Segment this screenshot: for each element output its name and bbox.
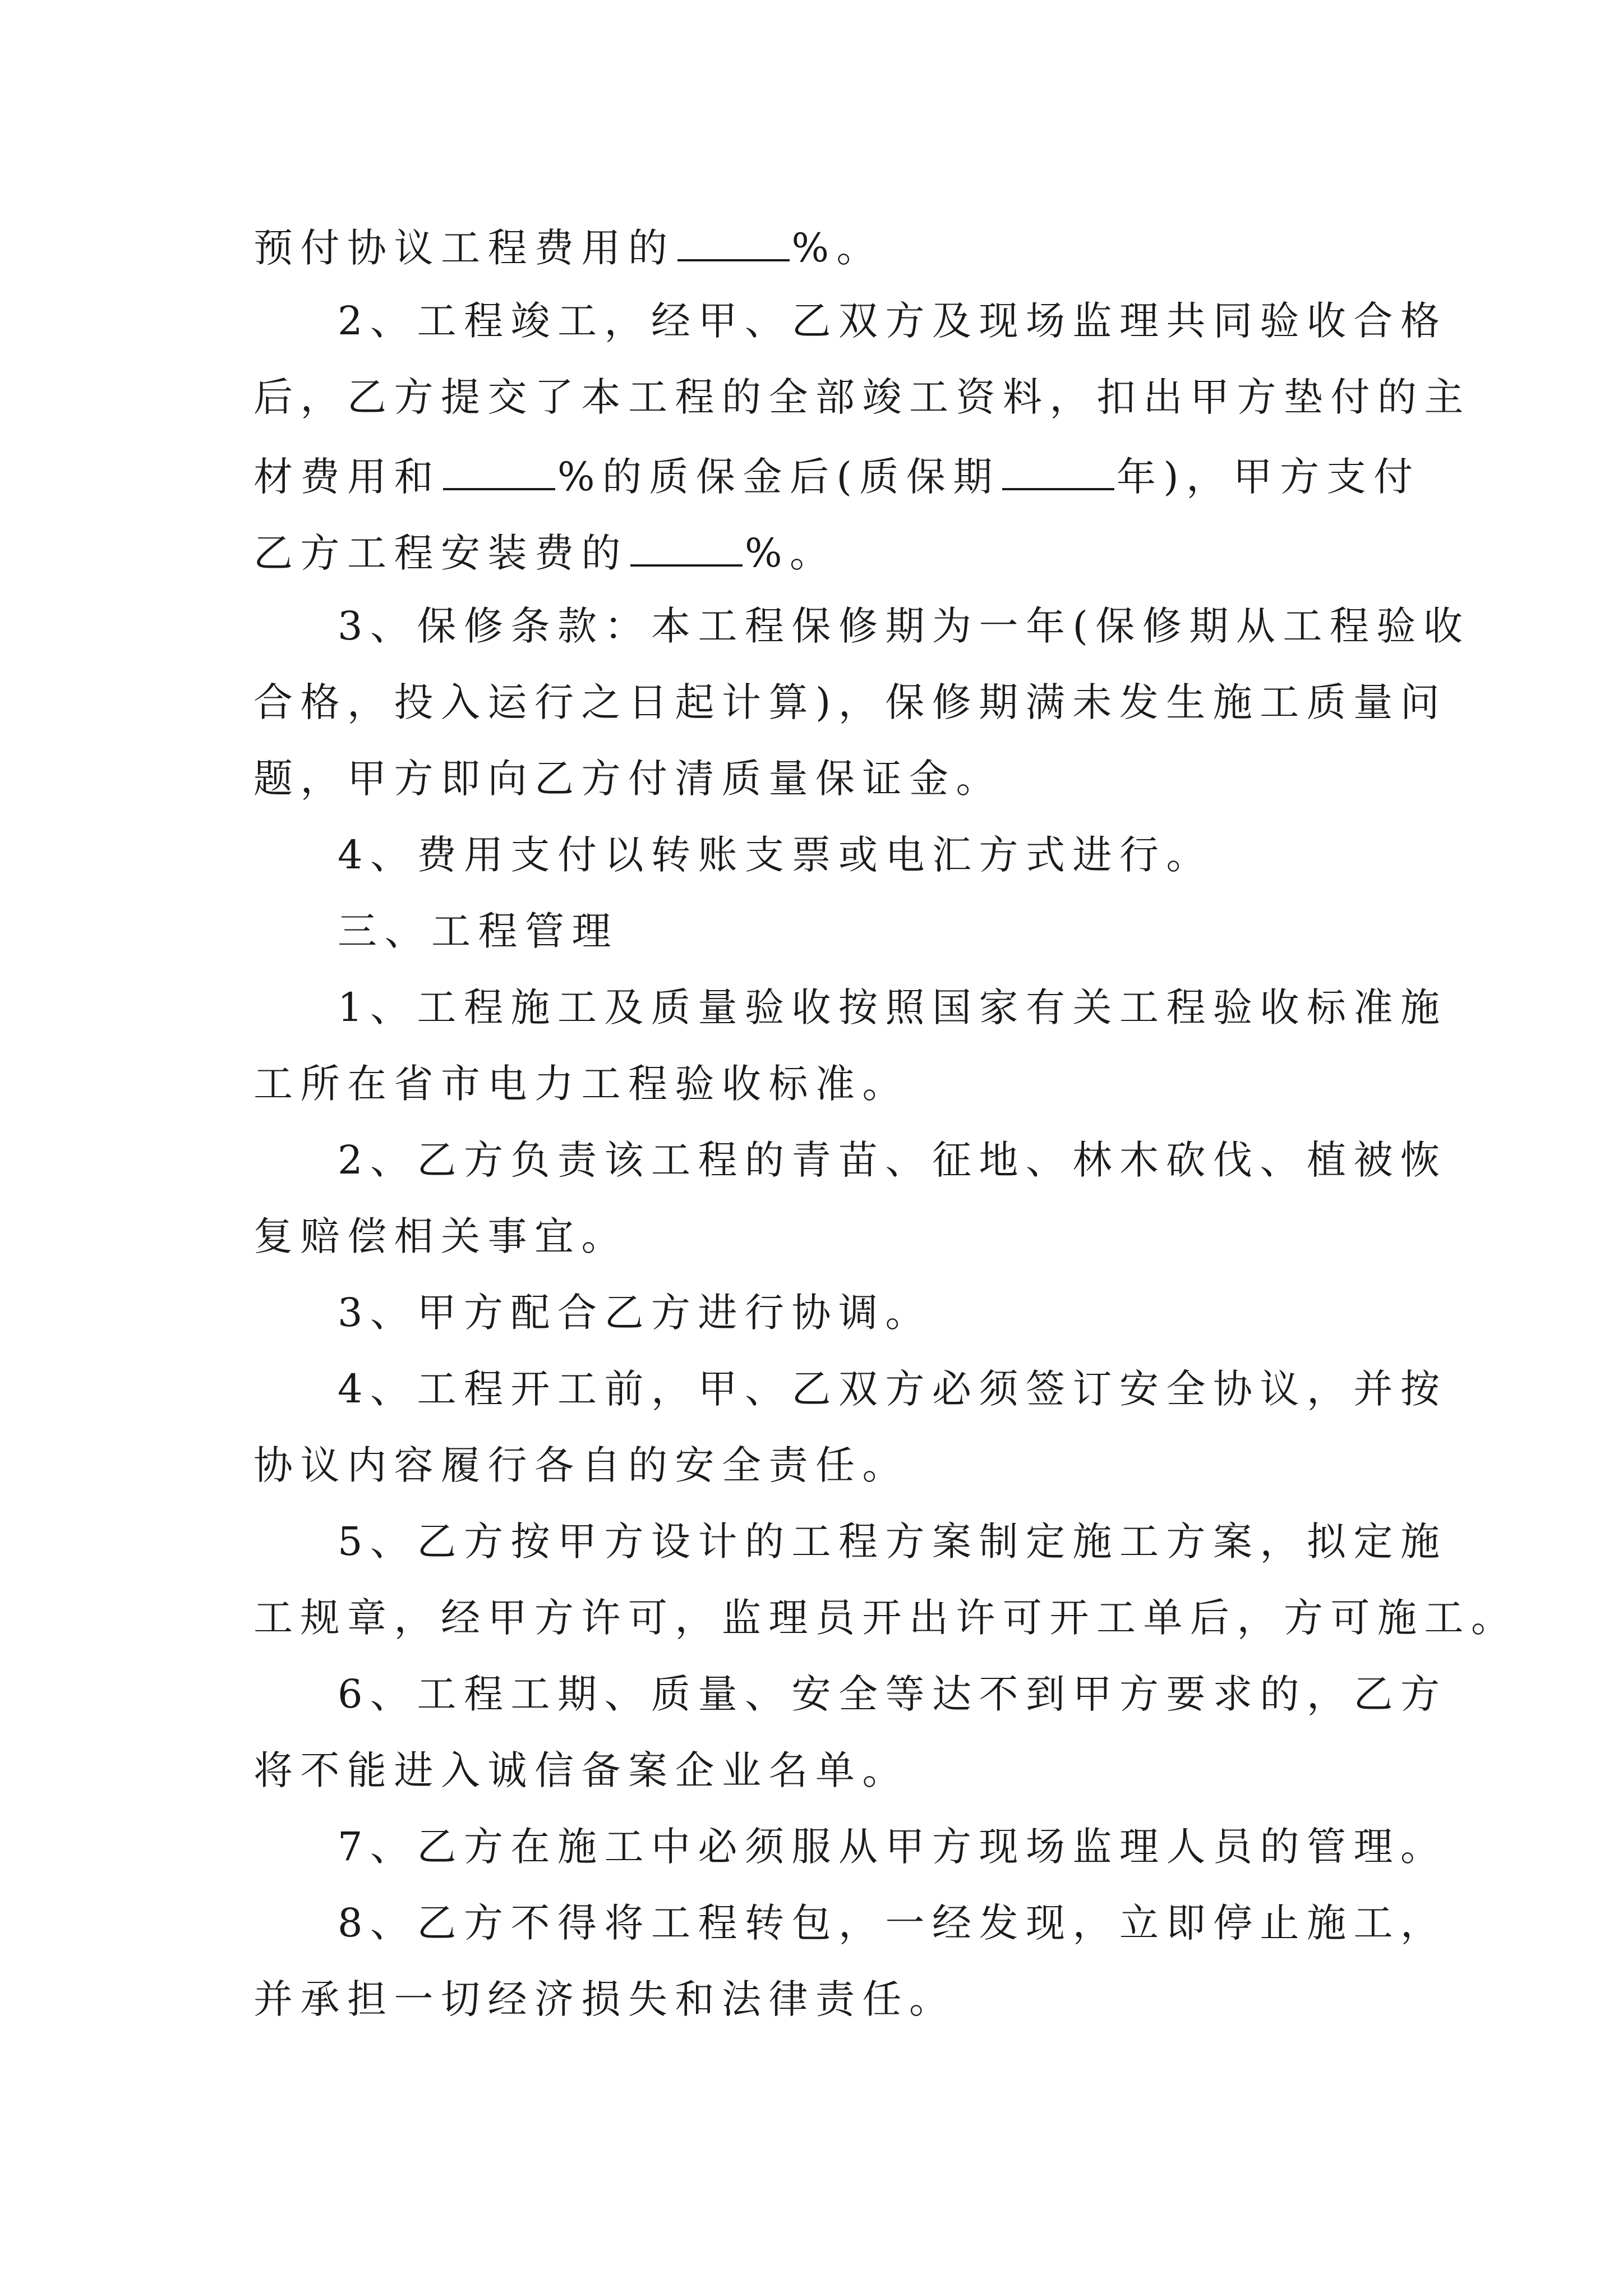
fill-in-blank (677, 211, 790, 261)
paragraph-line: 2、乙方负责该工程的青苗、征地、林木砍伐、植被恢 (338, 1137, 1447, 1183)
line-text: 材费用和 (253, 454, 441, 500)
paragraph-line: 并承担一切经济损失和法律责任。 (253, 1976, 956, 2022)
paragraph-line: 3、保修条款：本工程保修期为一年(保修期从工程验收 (338, 603, 1470, 649)
paragraph-line: 6、工程工期、质量、安全等达不到甲方要求的，乙方 (338, 1671, 1447, 1717)
line-text: 乙方工程安装费的 (253, 530, 628, 576)
section-heading: 三、工程管理 (338, 908, 619, 954)
fill-in-blank (630, 516, 743, 567)
paragraph-line: 5、乙方按甲方设计的工程方案制定施工方案，拟定施 (338, 1519, 1447, 1565)
line-text: %。 (791, 225, 884, 271)
fill-in-blank (443, 440, 555, 490)
fill-in-blank (1002, 440, 1114, 490)
paragraph-line: 题，甲方即向乙方付清质量保证金。 (253, 756, 1003, 802)
paragraph-line: 工规章，经甲方许可，监理员开出许可开工单后，方可施工。 (253, 1595, 1518, 1641)
line-text: %的质保金后(质保期 (557, 454, 1000, 500)
paragraph-line: 1、工程施工及质量验收按照国家有关工程验收标准施 (338, 984, 1447, 1030)
paragraph-line: 工所在省市电力工程验收标准。 (253, 1061, 909, 1107)
document-body (253, 211, 1518, 2042)
line-text: 预付协议工程费用的 (253, 225, 675, 271)
paragraph-line: 7、乙方在施工中必须服从甲方现场监理人员的管理。 (338, 1824, 1447, 1870)
paragraph-line (253, 211, 1386, 287)
line-text: 年)，甲方支付 (1116, 454, 1421, 500)
paragraph-line: 协议内容履行各自的安全责任。 (253, 1442, 909, 1488)
paragraph-line: 4、费用支付以转账支票或电汇方式进行。 (338, 832, 1214, 878)
paragraph-line (253, 516, 1386, 592)
paragraph-line: 4、工程开工前，甲、乙双方必须签订安全协议，并按 (338, 1366, 1447, 1412)
paragraph-line: 复赔偿相关事宜。 (253, 1213, 628, 1259)
paragraph-line: 2、工程竣工，经甲、乙双方及现场监理共同验收合格 (338, 298, 1447, 344)
line-text: %。 (745, 530, 837, 576)
paragraph-line: 合格，投入运行之日起计算)，保修期满未发生施工质量问 (253, 679, 1447, 725)
paragraph-line: 后，乙方提交了本工程的全部竣工资料，扣出甲方垫付的主 (253, 374, 1471, 420)
paragraph-line: 将不能进入诚信备案企业名单。 (253, 1747, 909, 1793)
paragraph-line: 3、甲方配合乙方进行协调。 (338, 1290, 933, 1336)
paragraph-line (253, 440, 1421, 516)
paragraph-line: 8、乙方不得将工程转包，一经发现，立即停止施工， (338, 1900, 1447, 1946)
